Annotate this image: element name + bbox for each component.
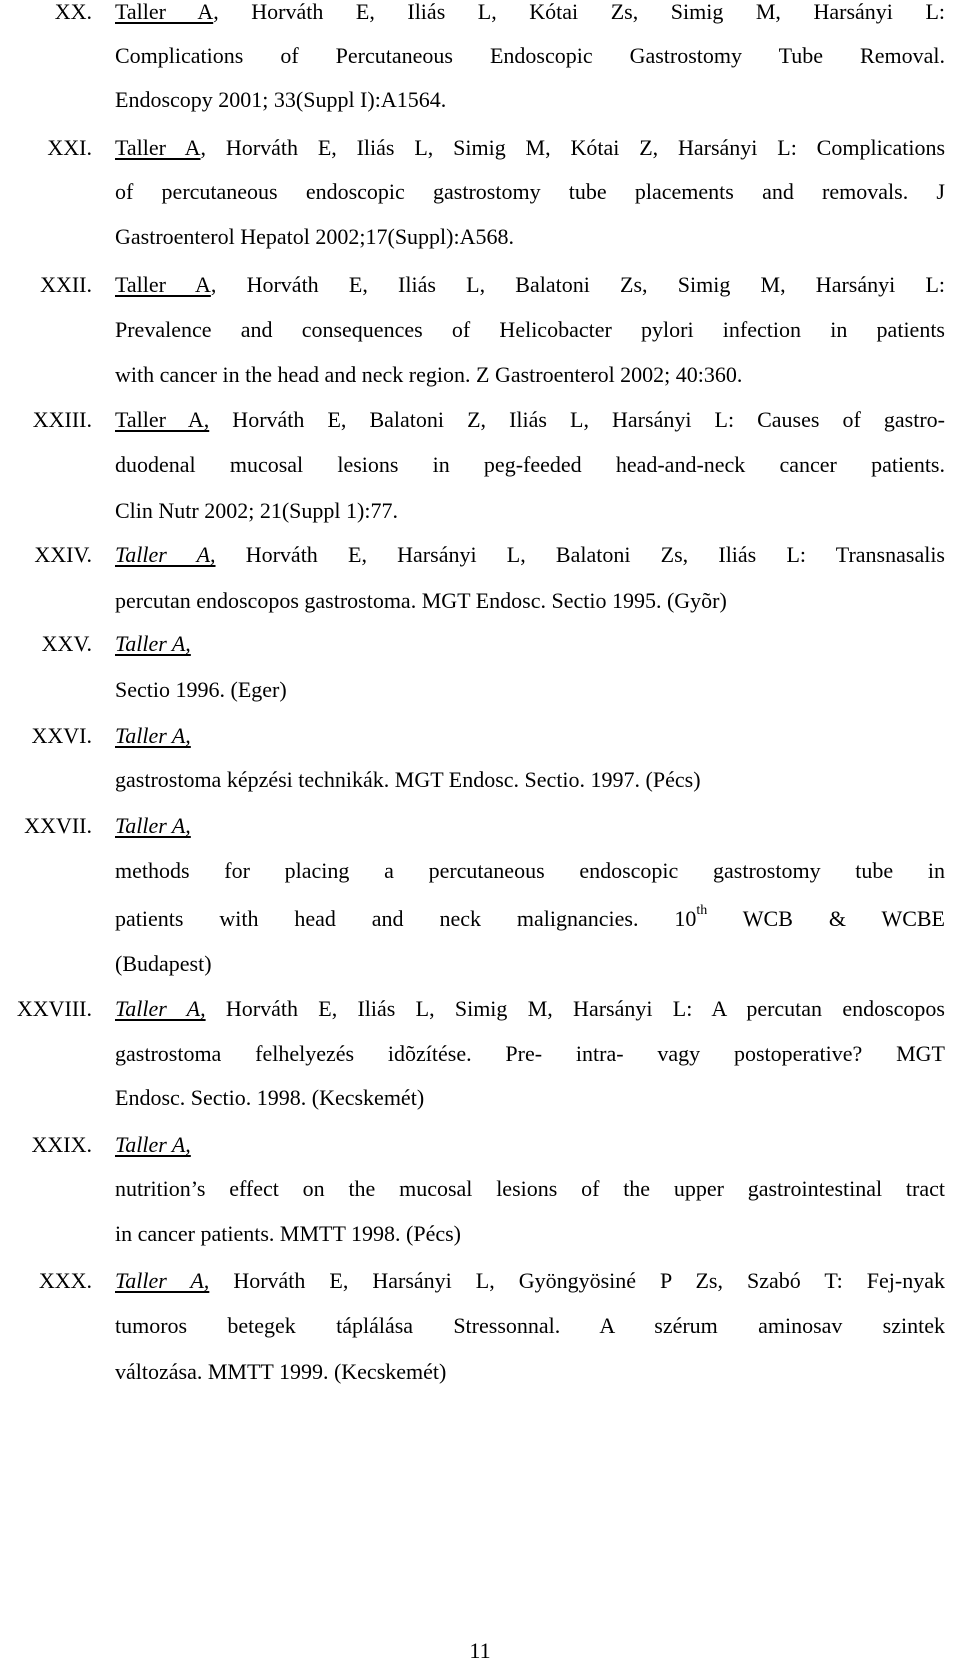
reference-line-1 — [115, 814, 945, 838]
reference-number: XXVIII. — [16, 996, 92, 1021]
reference-number: XXV. — [41, 631, 92, 656]
author-underlined: Taller A — [115, 272, 211, 297]
reference-number: XXIII. — [32, 407, 92, 432]
superscript-th: th — [696, 902, 708, 918]
reference-line-1 — [115, 632, 945, 656]
reference-text: Horváth E, Harsányi L, Balatoni Zs, Iliás L: Transnasalis — [215, 542, 945, 567]
reference-line-1 — [115, 543, 945, 567]
reference-number: XXX. — [38, 1268, 92, 1293]
reference-line-3: Endoscopy 2001; 33(Suppl I):A1564. — [115, 87, 447, 112]
reference-text: , Horváth E, Iliás L, Kótai Zs, Simig M, Harsányi L: — [213, 0, 945, 24]
reference-line-1 — [115, 1133, 945, 1157]
reference-line-3: in cancer patients. MMTT 1998. (Pécs) — [115, 1221, 462, 1246]
reference-number: XXIX. — [31, 1132, 92, 1157]
reference-line-1 — [115, 0, 945, 24]
reference-number: XXII. — [40, 272, 92, 297]
reference-line-2: Prevalence and consequences of Helicobacter pylori infection in patients — [115, 317, 945, 342]
reference-line-1 — [115, 997, 945, 1021]
reference-line-3: Clin Nutr 2002; 21(Suppl 1):77. — [115, 498, 398, 523]
reference-line-3: Endosc. Sectio. 1998. (Kecskemét) — [115, 1085, 425, 1110]
reference-line-1 — [115, 136, 945, 160]
reference-line-1 — [115, 724, 945, 748]
reference-text: Horváth E, Harsányi L, Gyöngyösiné P Zs, Szabó T: Fej-nyak — [209, 1268, 945, 1293]
reference-line-2: methods for placing a percutaneous endoscopic gastrostomy tube in — [115, 858, 945, 883]
author-underlined: Taller A, — [115, 1268, 210, 1293]
reference-text: patients with head and neck malignancies. 10 — [115, 906, 697, 931]
reference-line-2: percutan endoscopos gastrostoma. MGT Endosc. Sectio 1995. (Gyõr) — [115, 588, 727, 613]
reference-text: , Horváth E, Iliás L, Simig M, Kótai Z, Harsányi L: Complications — [200, 135, 945, 160]
author-underlined: Taller A, — [115, 407, 210, 432]
reference-line-1 — [115, 408, 945, 432]
reference-number: XXVI. — [31, 723, 92, 748]
author-underlined: Taller A, — [115, 813, 191, 838]
reference-line-2: Complications of Percutaneous Endoscopic Gastrostomy Tube Removal. — [115, 43, 945, 68]
reference-line-3: with cancer in the head and neck region. Z Gastroenterol 2002; 40:360. — [115, 362, 743, 387]
page-number: 11 — [469, 1638, 491, 1663]
reference-line-2: Sectio 1996. (Eger) — [115, 677, 287, 702]
reference-number: XXVII. — [24, 813, 92, 838]
reference-number: XXI. — [47, 135, 92, 160]
reference-line-2: gastrostoma felhelyezés idõzítése. Pre- intra- vagy postoperative? MGT — [115, 1041, 945, 1066]
reference-line-3: Gastroenterol Hepatol 2002;17(Suppl):A568. — [115, 224, 514, 249]
author-underlined: Taller A, — [115, 631, 191, 656]
author-underlined: Taller A, — [115, 996, 206, 1021]
reference-text: , Horváth E, Iliás L, Balatoni Zs, Simig M, Harsányi L: — [210, 272, 945, 297]
reference-line-2: tumoros betegek táplálása Stressonnal. A szérum aminosav szintek — [115, 1313, 945, 1338]
reference-line-3 — [115, 902, 945, 931]
author-underlined: Taller A — [115, 135, 201, 160]
reference-line-2: of percutaneous endoscopic gastrostomy tube placements and removals. J — [115, 179, 945, 204]
reference-line-2: gastrostoma képzési technikák. MGT Endosc. Sectio. 1997. (Pécs) — [115, 767, 701, 792]
author-underlined: Taller A, — [115, 1132, 191, 1157]
author-underlined: Taller A — [115, 0, 214, 24]
reference-line-2: nutrition’s effect on the mucosal lesions of the upper gastrointestinal tract — [115, 1176, 945, 1201]
reference-number: XX. — [54, 0, 92, 24]
reference-line-1 — [115, 1269, 945, 1293]
reference-text: WCB & WCBE — [742, 906, 945, 931]
reference-line-4: (Budapest) — [115, 951, 212, 976]
reference-text: Horváth E, Iliás L, Simig M, Harsányi L: A percutan endoscopos — [205, 996, 945, 1021]
reference-text: Horváth E, Balatoni Z, Iliás L, Harsányi L: Causes of gastro- — [209, 407, 945, 432]
reference-number: XXIV. — [34, 542, 92, 567]
reference-line-3: változása. MMTT 1999. (Kecskemét) — [115, 1359, 447, 1384]
author-underlined: Taller A, — [115, 723, 191, 748]
reference-line-1 — [115, 273, 945, 297]
author-underlined: Taller A, — [115, 542, 216, 567]
reference-line-2: duodenal mucosal lesions in peg-feeded head-and-neck cancer patients. — [115, 452, 945, 477]
